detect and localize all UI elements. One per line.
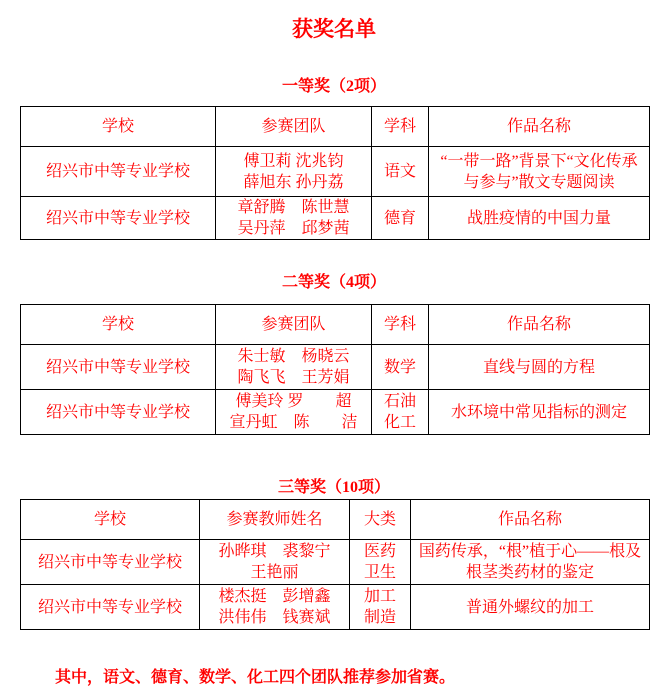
team-line: 王艳丽 <box>250 564 299 581</box>
subject-cell: 数学 <box>372 345 429 390</box>
column-header-team: 参赛团队 <box>216 107 372 147</box>
work-cell: 国药传承，“根”植于心——根及根茎类药材的鉴定 <box>411 540 650 585</box>
column-header-work: 作品名称 <box>411 500 650 540</box>
school-cell: 绍兴市中等专业学校 <box>21 345 216 390</box>
team-cell <box>216 197 372 240</box>
column-header-school: 学校 <box>21 107 216 147</box>
work-cell: 普通外螺纹的加工 <box>411 585 650 630</box>
section-heading-third-prize: 三等奖（10项） <box>277 479 390 496</box>
subject-line: 医药 <box>363 543 396 560</box>
team-line: 傅卫莉 沈兆钧 <box>243 152 344 170</box>
school-cell: 绍兴市中等专业学校 <box>21 585 200 630</box>
team-line: 宣丹虹 陈 洁 <box>229 414 358 431</box>
team-line: 楼杰挺 彭增鑫 <box>218 588 331 605</box>
column-header-subject: 学科 <box>372 107 429 147</box>
subject-cell: 德育 <box>372 197 429 240</box>
work-cell: 战胜疫情的中国力量 <box>429 197 650 240</box>
column-header-school: 学校 <box>21 500 200 540</box>
team-line: 吴丹萍 邱梦茜 <box>237 220 350 237</box>
table-row <box>21 147 650 197</box>
team-cell <box>200 540 350 585</box>
team-cell <box>216 390 372 435</box>
team-line: 朱士敏 杨晓云 <box>237 348 350 365</box>
section-heading-second-prize: 二等奖（4项） <box>281 274 386 291</box>
team-line: 薛旭东 孙丹荔 <box>243 173 344 191</box>
third-prize-table <box>20 499 650 630</box>
column-header-work: 作品名称 <box>429 107 650 147</box>
table-row <box>21 345 650 390</box>
table-row <box>21 390 650 435</box>
column-header-subject: 学科 <box>372 305 429 345</box>
table-row <box>21 540 650 585</box>
column-header-category: 大类 <box>350 500 411 540</box>
subject-line: 化工 <box>383 414 416 431</box>
school-cell: 绍兴市中等专业学校 <box>21 197 216 240</box>
subject-cell: 语文 <box>372 147 429 197</box>
second-prize-table <box>20 304 650 435</box>
work-cell: “一带一路”背景下“文化传承与参与”散文专题阅读 <box>429 147 650 197</box>
table-header-row <box>21 305 650 345</box>
work-cell: 直线与圆的方程 <box>429 345 650 390</box>
table-header-row <box>21 107 650 147</box>
team-line: 孙晔琪 裘黎宁 <box>218 543 331 560</box>
subject-line: 制造 <box>363 609 396 626</box>
team-line: 洪伟伟 钱赛斌 <box>218 609 331 626</box>
team-cell <box>200 585 350 630</box>
subject-cell <box>372 390 429 435</box>
first-prize-table <box>20 106 650 240</box>
work-cell: 水环境中常见指标的测定 <box>429 390 650 435</box>
school-cell: 绍兴市中等专业学校 <box>21 147 216 197</box>
table-header-row <box>21 500 650 540</box>
column-header-school: 学校 <box>21 305 216 345</box>
column-header-team: 参赛团队 <box>216 305 372 345</box>
team-line: 傅美玲 罗 超 <box>235 393 352 410</box>
subject-line: 加工 <box>363 588 396 605</box>
table-row <box>21 197 650 240</box>
column-header-teacher-names: 参赛教师姓名 <box>200 500 350 540</box>
subject-line: 石油 <box>383 393 416 410</box>
team-line: 章舒腾 陈世慧 <box>237 199 350 216</box>
footer-note: 其中，语文、德育、数学、化工四个团队推荐参加省赛。 <box>55 669 456 686</box>
section-heading-first-prize: 一等奖（2项） <box>281 78 386 95</box>
school-cell: 绍兴市中等专业学校 <box>21 390 216 435</box>
subject-cell <box>350 585 411 630</box>
column-header-work: 作品名称 <box>429 305 650 345</box>
page-title: 获奖名单 <box>292 17 376 41</box>
table-row <box>21 585 650 630</box>
subject-cell <box>350 540 411 585</box>
team-cell <box>216 345 372 390</box>
team-line: 陶飞飞 王芳娟 <box>237 369 350 386</box>
school-cell: 绍兴市中等专业学校 <box>21 540 200 585</box>
subject-line: 卫生 <box>363 564 396 581</box>
team-cell <box>216 147 372 197</box>
